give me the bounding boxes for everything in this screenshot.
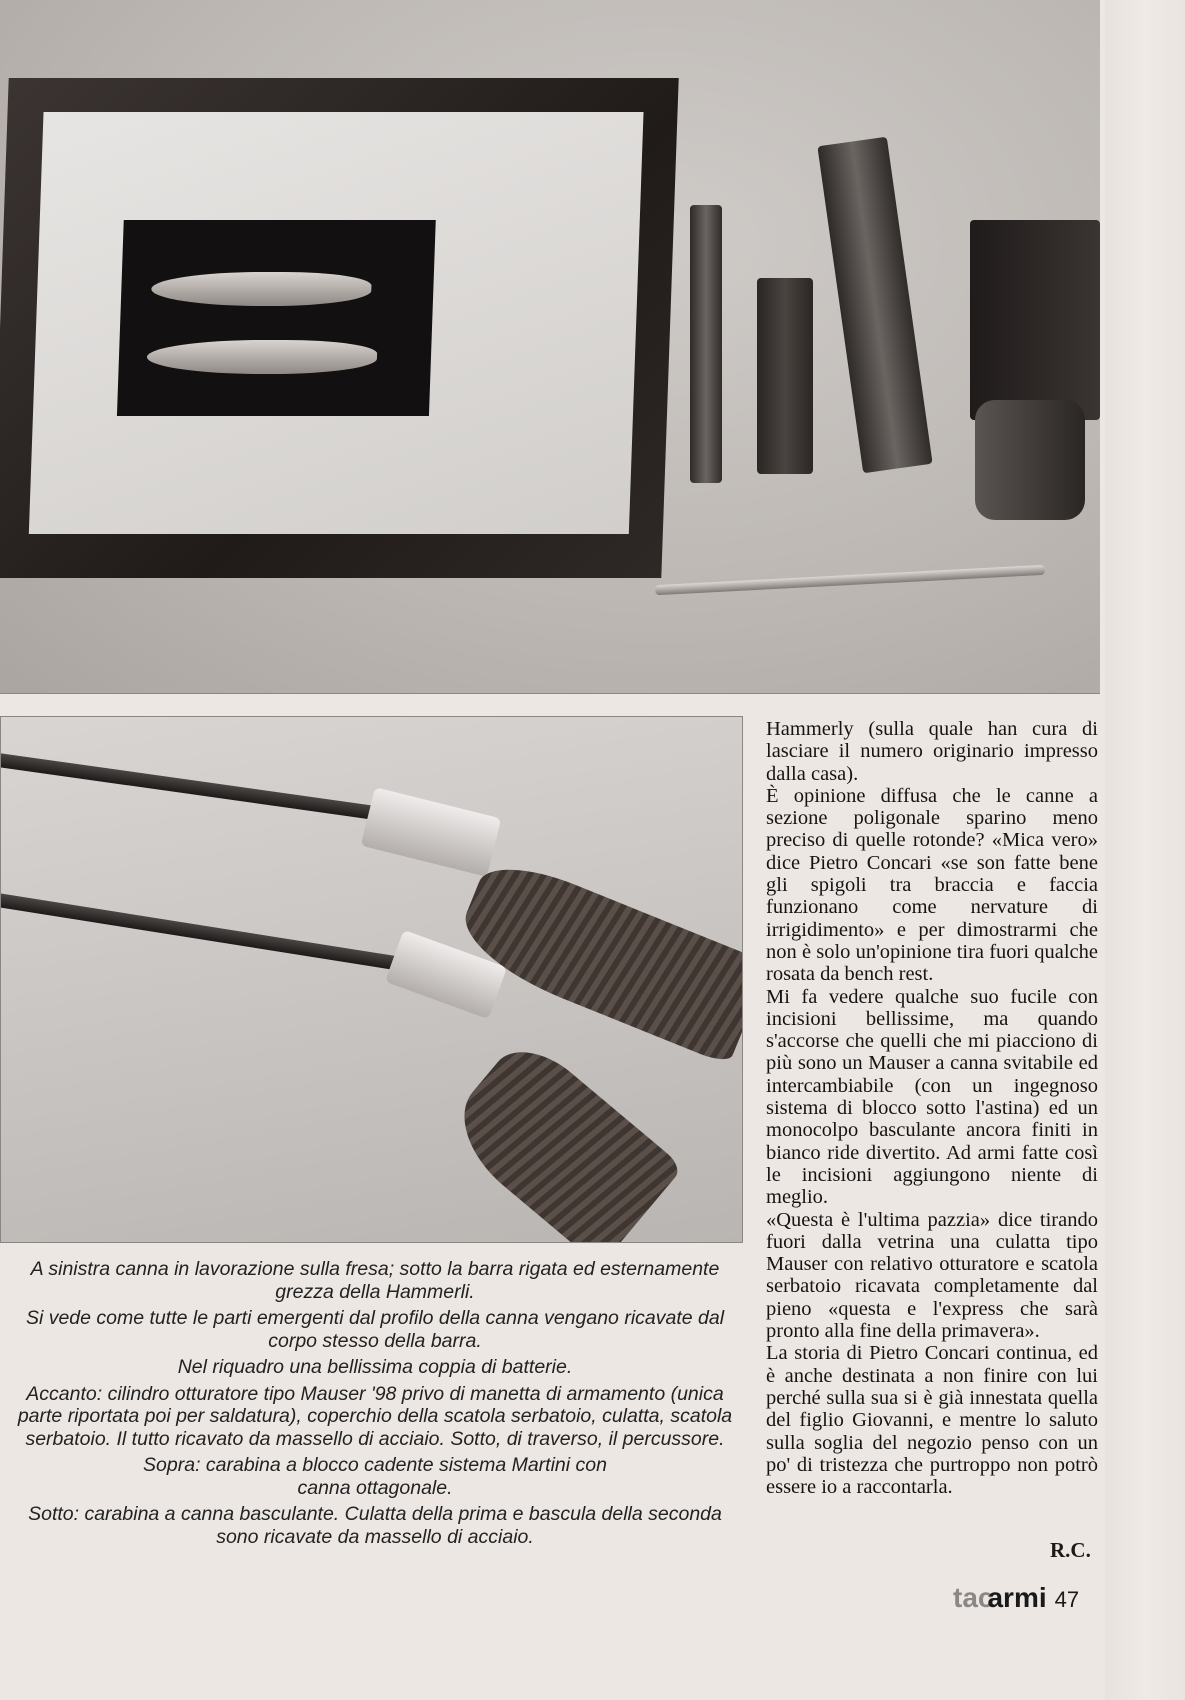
caption-paragraph: Si vede come tutte le parti emergenti dal profilo della canna vengano ricavate dal corpo stesso della barra. [25,1307,725,1352]
lower-stock [439,1032,683,1243]
article-paragraph: È opinione diffusa che le canne a sezione poligonale sparino meno preciso di quelle rotonde? «Mica vero» dice Pietro Concari «se son fatte bene gli spigoli tra braccia e faccia funzionano come nervature di irrigidimento» e per dimostrarmi che non è solo un'opinione tira fuori qualche rosata da bench rest. [766,784,1098,986]
picture-frame [0,78,679,578]
caption-paragraph: Accanto: cilindro otturatore tipo Mauser '98 privo di manetta di armamento (unica parte riportata poi per saldatura), coperchio della scatola serbatoio, culatta, scatola serbatoio. Il tutto ricavato da massello di acciaio. Sotto, di traverso, il percussore. [17,1382,733,1450]
bolt-cylinder [690,205,722,483]
photo-caption [10,1258,740,1552]
upper-stock [450,851,743,1065]
caption-paragraph: Sotto: carabina a canna basculante. Culatta della prima e bascula della seconda sono ricavate da massello di acciaio. [28,1503,722,1548]
side-lock-upper [151,272,372,306]
trigger-guard [975,400,1085,520]
article-paragraph: Mi fa vedere qualche suo fucile con incisioni bellissime, ma quando s'accorse che quelli che mi piacciono di più sono un Mauser a canna svitabile ed intercambiabile (con un ingegnoso sistema di blocco sotto l'astina) ed un monocolpo basculante ancora finiti in bianco ride divertito. Ad armi fatte così le incisioni aggiungono niente di meglio. [766,985,1098,1209]
photo-two-rifles [0,716,743,1243]
article-paragraph: «Questa è l'ultima pazzia» dice tirando fuori dalla vetrina una culatta tipo Mauser con relativo otturatore e scatola serbatoio ricavata completamente dal pieno «questa e l'express che sarà pronto alla fine della primavera». [766,1208,1098,1343]
receiver [817,137,932,474]
author-signature: R.C. [1050,1538,1091,1562]
page-footer [953,1582,1079,1614]
frame-mat [29,112,644,534]
article-paragraph: Hammerly (sulla quale han cura di lasciare il numero originario impresso dalla casa). [766,718,1098,785]
magazine-cover [757,278,813,474]
magazine-logo-part1: tac [953,1582,994,1613]
firing-pin [655,565,1045,595]
photo-framed-locks-and-action-parts [0,0,1100,694]
side-lock-lower [146,340,377,374]
locks-display-panel [117,220,436,416]
page-number: 47 [1054,1587,1080,1612]
caption-paragraph: Sopra: carabina a blocco cadente sistema Martini con canna ottagonale. [143,1454,607,1499]
martini-receiver [361,787,502,877]
caption-paragraph: A sinistra canna in lavorazione sulla fresa; sotto la barra rigata ed esternamente grezza della Hammerli. [30,1258,720,1303]
magazine-logo-part2: armi [987,1582,1047,1613]
article-paragraph: La storia di Pietro Concari continua, ed è anche destinata a non finire con lui perché sulla sua si è già innestata quella del figlio Giovanni, e mentre lo saluto sulla soglia del negozio penso con un po' di tristezza che purtroppo non potrò essere io a raccontarla. [766,1342,1098,1499]
magazine-box [970,220,1100,420]
background-lettering [1105,0,1185,1700]
article-column [766,718,1098,1498]
caption-paragraph: Nel riquadro una bellissima coppia di batterie. [177,1356,573,1378]
barrel-lower [0,892,407,972]
